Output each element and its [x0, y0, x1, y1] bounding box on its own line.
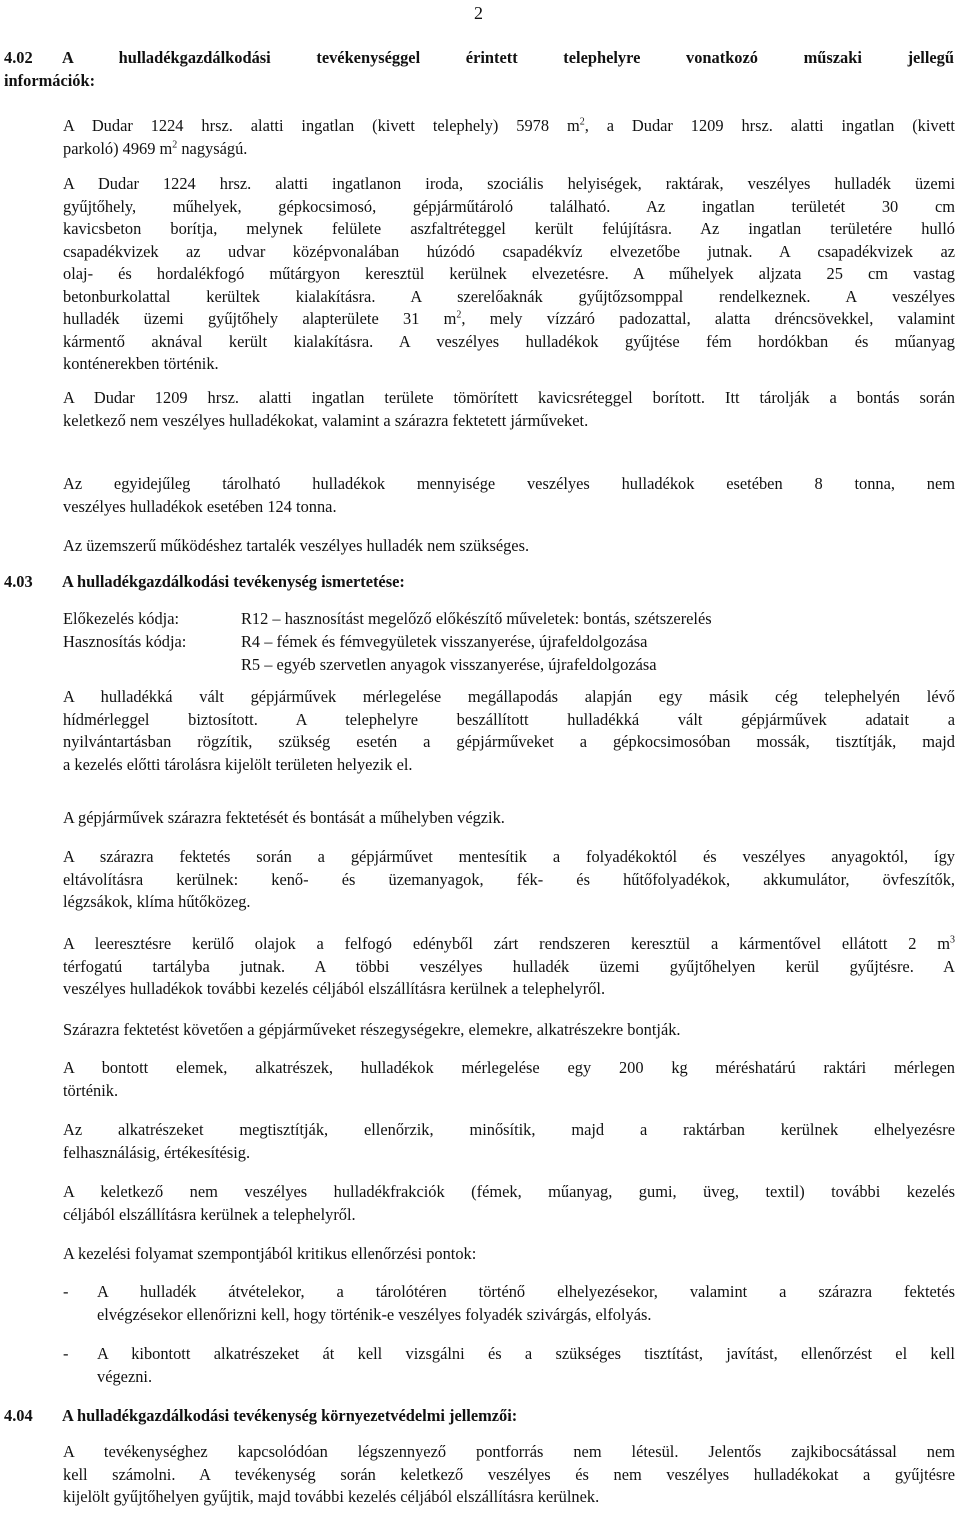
section-number: 4.04 [4, 1406, 33, 1425]
text-line [63, 115, 955, 138]
text-line: veszélyes hulladékok esetében 124 tonna. [63, 496, 337, 516]
treatment-codes [63, 608, 955, 677]
paragraph-fractions [63, 1181, 955, 1226]
text-line: eltávolításra kerülnek: kenő- és üzemanyagok, fék- és hűtőfolyadékok, akkumulátor, övfeszítők, [63, 869, 955, 889]
paragraph-area [63, 115, 955, 160]
section-heading-4-02 [4, 47, 954, 92]
code-value: R4 – fémek és fémvegyületek visszanyerése, újrafeldolgozása [241, 632, 648, 651]
text-line: végezni. [97, 1366, 153, 1386]
list-dash: - [63, 1282, 69, 1301]
text-run: parkoló) 4969 m [63, 138, 173, 158]
text-line: A keletkező nem veszélyes hulladékfrakciók (fémek, műanyag, gumi, üveg, textil) további kezelés [63, 1182, 955, 1201]
text-line: a kezelés előtti tárolásra kijelölt területen helyezik el. [63, 754, 413, 774]
text-line: kavicsbeton borítja, melynek felülete aszfaltréteggel került felújításra. Az ingatlan területére hulló [63, 219, 955, 238]
text-line: felhasználásig, értékesítésig. [63, 1142, 251, 1162]
paragraph-facilities [63, 173, 955, 376]
list-item [63, 1343, 955, 1388]
text-line: légzsákok, klíma hűtőközeg. [63, 892, 251, 911]
text-run: A leeresztésre kerülő olajok a felfogó edényből zárt rendszeren keresztül a kármentővel ellátott 2 m [63, 934, 950, 953]
list-item-text [97, 1281, 955, 1326]
page-number: 2 [474, 3, 483, 23]
text-line: Szárazra fektetést követően a gépjárműveket részegységekre, elemekre, alkatrészekre bontják. [63, 1020, 681, 1039]
list-dash: - [63, 1344, 69, 1363]
section-number: 4.03 [4, 572, 33, 591]
superscript: 3 [950, 934, 955, 946]
text-line: történik. [63, 1080, 119, 1100]
text-line: A kezelési folyamat szempontjából kritikus ellenőrzési pontok: [63, 1244, 477, 1263]
text-run: hulladék üzemi gyűjtőhely alapterülete 31 m [63, 309, 457, 328]
paragraph-1209 [63, 387, 955, 432]
text-line: elvégzésekor ellenőrizni kell, hogy történik-e veszélyes folyadék szivárgás, elfolyás. [97, 1304, 652, 1324]
section-title: A hulladékgazdálkodási tevékenység ismertetése: [62, 572, 405, 591]
section-title: A hulladékgazdálkodási tevékenységgel érintett telephelyre vonatkozó műszaki jellegű [62, 48, 954, 67]
text-line: kell számolni. A tevékenység során keletkező veszélyes és nem veszélyes hulladékokat a gyűjtésre [63, 1464, 955, 1484]
code-key [63, 654, 241, 677]
code-row [63, 654, 955, 677]
code-key: Hasznosítás kódja: [63, 632, 187, 651]
code-value: R5 – egyéb szervetlen anyagok visszanyerése, újrafeldolgozása [241, 655, 657, 674]
section-heading-4-03 [4, 571, 954, 594]
text-line: hídmérleggel biztosított. A telephelyre beszállított hulladékká vált gépjárművek adatait a [63, 709, 955, 729]
text-run: nagyságú. [177, 138, 248, 158]
superscript: 2 [172, 139, 178, 151]
text-line: A Dudar 1209 hrsz. alatti ingatlan területe tömörített kavicsréteggel borított. Itt tárolják a bontás során [63, 388, 955, 407]
section-heading-4-04 [4, 1405, 954, 1428]
text-line [63, 138, 955, 161]
text-run: A Dudar 1224 hrsz. alatti ingatlan (kivett telephely) 5978 m [63, 116, 580, 135]
text-line: A hulladék átvételekor, a tárolótéren történő elhelyezésekor, valamint a szárazra fektetés [97, 1282, 955, 1301]
code-key: Előkezelés kódja: [63, 609, 180, 628]
paragraph-environment [63, 1441, 955, 1509]
paragraph-oils [63, 933, 955, 1001]
text-line: betonburkolattal kerültek kialakításra. A szerelőaknák gyűjtőzsomppal rendelkeznek. A veszélyes [63, 286, 955, 306]
superscript: 2 [579, 116, 585, 128]
text-run: , a Dudar 1209 hrsz. alatti ingatlan (kivett [584, 116, 955, 135]
paragraph-quantities [63, 473, 955, 518]
text-line [63, 308, 955, 331]
text-line: céljából elszállításra kerülnek a telephelyről. [63, 1204, 356, 1224]
text-line: olaj- és hordalékfogó műtárgyon keresztül kerülnek elvezetésre. A műhelyek aljzata 25 cm vastag [63, 264, 955, 283]
text-line: A tevékenységhez kapcsolódóan légszennyező pontforrás nem létesül. Jelentős zajkibocsátással nem [63, 1442, 955, 1461]
text-line: Az üzemszerű működéshez tartalék veszélyes hulladék nem szükséges. [63, 536, 530, 555]
text-line: Az alkatrészeket megtisztítják, ellenőrzik, minősítik, majd a raktárban kerülnek elhelyezésre [63, 1120, 955, 1139]
section-number: 4.02 [4, 48, 33, 67]
paragraph-workshop [63, 807, 955, 830]
paragraph-checkpoints [63, 1243, 955, 1266]
code-row [63, 608, 955, 631]
text-line: kármentő aknával került kialakításra. A veszélyes hulladékok gyűjtése fém hordókban és műanyag [63, 331, 955, 351]
heading-line [4, 47, 954, 70]
text-line: nyilvántartásban rögzítik, szükség esetén a gépjárműveket a gépkocsimosóban mossák, tisztítják, majd [63, 732, 955, 751]
text-run: , mely vízzáró padozattal, alatta dréncsövekkel, valamint [461, 309, 955, 328]
text-line [63, 933, 955, 956]
paragraph-dismantling [63, 1019, 955, 1042]
text-line: A hulladékká vált gépjárművek mérlegelése megállapodás alapján egy másik cég telephelyén lévő [63, 687, 955, 706]
text-line: veszélyes hulladékok további kezelés céljából elszállításra kerülnek a telephelyről. [63, 979, 606, 998]
superscript: 2 [456, 309, 462, 321]
text-line: keletkező nem veszélyes hulladékokat, valamint a szárazra fektetett járműveket. [63, 410, 589, 430]
text-line: térfogatú tartályba jutnak. A többi veszélyes hulladék üzemi gyűjtőhelyen kerül gyűjtésre. A [63, 956, 955, 976]
text-line: A Dudar 1224 hrsz. alatti ingatlanon iroda, szociális helyiségek, raktárak, veszélyes hulladék üzemi [63, 174, 955, 193]
text-line: csapadékvizek az udvar középvonalában húzódó csapadékvíz elvezetőbe jutnak. A csapadékvizek az [63, 241, 955, 261]
paragraph-weighing [63, 686, 955, 776]
paragraph-draining [63, 846, 955, 914]
text-line: A gépjárművek szárazra fektetését és bontását a műhelyben végzik. [63, 808, 505, 827]
text-line: kijelölt gyűjtőhelyen gyűjtik, majd további kezelés céljából elszállításra kerülnek. [63, 1487, 600, 1506]
text-line: gyűjtőhely, műhelyek, gépkocsimosó, gépjárműtároló található. Az ingatlan területét 30 cm [63, 196, 955, 216]
list-item-text [97, 1343, 955, 1388]
section-title: A hulladékgazdálkodási tevékenység környezetvédelmi jellemzői: [62, 1406, 518, 1425]
list-item [63, 1281, 955, 1326]
code-value: R12 – hasznosítást megelőző előkészítő műveletek: bontás, szétszerelés [241, 609, 712, 628]
paragraph-scale [63, 1057, 955, 1102]
text-line: Az egyidejűleg tárolható hulladékok mennyisége veszélyes hulladékok esetében 8 tonna, nem [63, 474, 955, 493]
heading-line: információk: [4, 70, 96, 90]
code-row [63, 631, 955, 654]
text-line: A kibontott alkatrészeket át kell vizsgálni és a szükséges tisztítást, javítást, ellenőrzést el kell [97, 1344, 955, 1363]
paragraph-parts [63, 1119, 955, 1164]
text-line: konténerekben történik. [63, 354, 219, 373]
paragraph-reserve [63, 535, 955, 558]
text-line: A szárazra fektetés során a gépjárművet mentesítik a folyadékoktól és veszélyes anyagoktól, így [63, 847, 955, 866]
text-line: A bontott elemek, alkatrészek, hulladékok mérlegelése egy 200 kg méréshatárú raktári mérlegen [63, 1058, 955, 1077]
